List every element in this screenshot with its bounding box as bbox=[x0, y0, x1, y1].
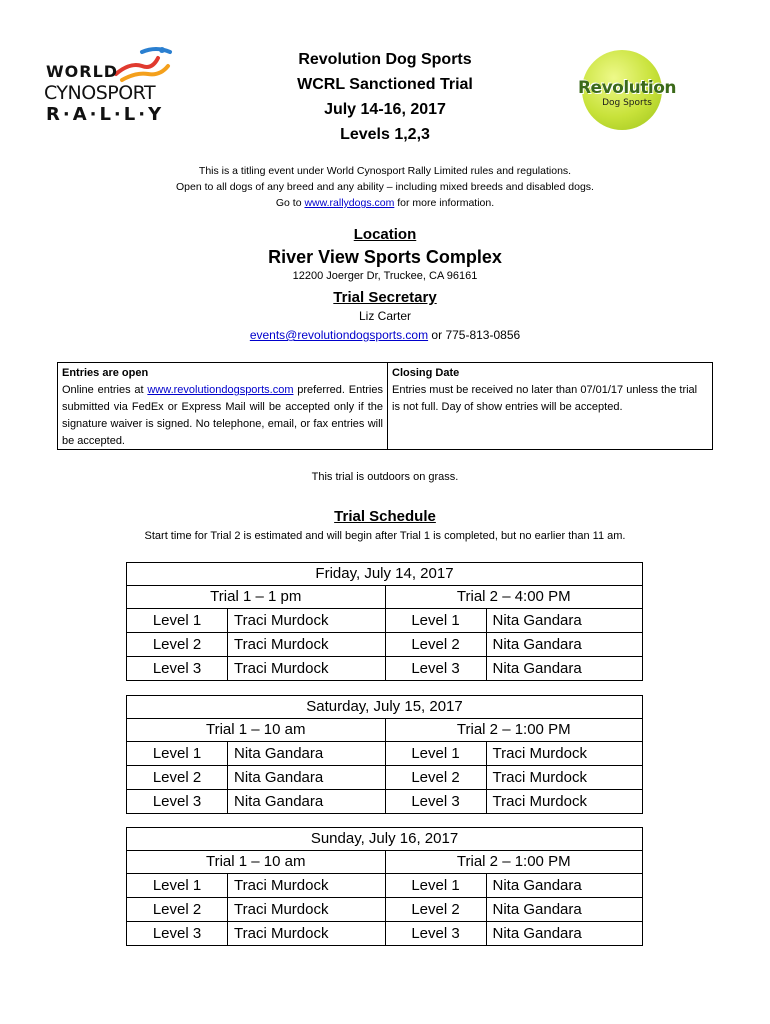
entries-open-text bbox=[62, 382, 383, 450]
trial-label: Trial 2 – 1:00 PM bbox=[386, 719, 643, 742]
intro-line: Open to all dogs of any breed and any ability – including mixed breeds and disabled dogs. bbox=[176, 181, 594, 193]
level-cell: Level 1 bbox=[386, 874, 487, 897]
judge-cell: Nita Gandara bbox=[492, 660, 582, 677]
secretary-contact bbox=[0, 328, 770, 342]
closing-date-text: Entries must be received no later than 07/01/17 unless the trial is not full. Day of show entries will be accepted. bbox=[392, 384, 698, 413]
trial-label: Trial 2 – 1:00 PM bbox=[386, 851, 643, 874]
level-cell: Level 1 bbox=[386, 609, 487, 632]
table-row bbox=[386, 789, 643, 813]
table-row bbox=[386, 874, 643, 897]
judge-cell: Nita Gandara bbox=[234, 793, 324, 810]
location-heading: Location bbox=[353, 226, 417, 243]
judge-cell: Nita Gandara bbox=[492, 877, 582, 894]
title-dates: July 14-16, 2017 bbox=[324, 101, 446, 118]
title-levels: Levels 1,2,3 bbox=[340, 126, 430, 143]
judge-cell: Nita Gandara bbox=[492, 612, 582, 629]
table-row bbox=[127, 921, 385, 945]
venue-address: 12200 Joerger Dr, Truckee, CA 96161 bbox=[292, 270, 478, 282]
table-row bbox=[386, 656, 643, 680]
trial-label: Trial 1 – 10 am bbox=[127, 851, 385, 874]
table-row bbox=[127, 609, 385, 632]
table-row bbox=[127, 742, 385, 765]
level-cell: Level 2 bbox=[127, 898, 228, 921]
level-cell: Level 3 bbox=[386, 922, 487, 945]
schedule-table-sunday bbox=[126, 827, 643, 946]
trial-column bbox=[127, 851, 385, 945]
table-row bbox=[386, 609, 643, 632]
venue-name: River View Sports Complex bbox=[268, 247, 502, 267]
table-row bbox=[127, 789, 385, 813]
judge-cell: Nita Gandara bbox=[234, 769, 324, 786]
level-cell: Level 1 bbox=[127, 742, 228, 765]
logo-word-revolution: Revolution bbox=[577, 78, 677, 98]
level-cell: Level 2 bbox=[386, 766, 487, 789]
outdoors-note: This trial is outdoors on grass. bbox=[311, 471, 459, 483]
secretary-phone: 775-813-0856 bbox=[445, 328, 521, 342]
trial-column bbox=[385, 719, 643, 813]
table-row bbox=[386, 921, 643, 945]
title-organizer: Revolution Dog Sports bbox=[298, 51, 472, 68]
level-cell: Level 1 bbox=[386, 742, 487, 765]
level-cell: Level 3 bbox=[386, 790, 487, 813]
table-row bbox=[386, 765, 643, 789]
secretary-heading: Trial Secretary bbox=[333, 289, 437, 306]
schedule-table-saturday bbox=[126, 695, 643, 814]
schedule-heading: Trial Schedule bbox=[334, 508, 436, 525]
judge-cell: Traci Murdock bbox=[234, 612, 329, 629]
schedule-note: Start time for Trial 2 is estimated and will begin after Trial 1 is completed, but no earlier than 11 am. bbox=[144, 530, 626, 542]
entries-open-column bbox=[58, 363, 388, 449]
intro-line: This is a titling event under World Cynosport Rally Limited rules and regulations. bbox=[198, 165, 572, 177]
judge-cell: Traci Murdock bbox=[492, 769, 587, 786]
revolution-website-link[interactable]: www.revolutiondogsports.com bbox=[147, 384, 294, 396]
trial-label: Trial 1 – 1 pm bbox=[127, 586, 385, 609]
level-cell: Level 3 bbox=[127, 922, 228, 945]
contact-separator: or bbox=[428, 328, 446, 342]
logo-word-cynosport: CYNOSPORT bbox=[44, 82, 156, 104]
day-date: Friday, July 14, 2017 bbox=[127, 563, 642, 586]
judge-cell: Nita Gandara bbox=[234, 745, 324, 762]
level-cell: Level 2 bbox=[386, 898, 487, 921]
judge-cell: Nita Gandara bbox=[492, 901, 582, 918]
judge-cell: Traci Murdock bbox=[234, 636, 329, 653]
judge-cell: Traci Murdock bbox=[234, 925, 329, 942]
level-cell: Level 1 bbox=[127, 609, 228, 632]
table-row bbox=[127, 656, 385, 680]
table-row bbox=[127, 632, 385, 656]
entries-info-box bbox=[57, 362, 713, 450]
secretary-email-link[interactable]: events@revolutiondogsports.com bbox=[249, 328, 429, 342]
secretary-name: Liz Carter bbox=[358, 309, 411, 323]
entries-open-heading: Entries are open bbox=[62, 367, 149, 379]
trial-column bbox=[385, 851, 643, 945]
table-row bbox=[386, 632, 643, 656]
trial-column bbox=[127, 719, 385, 813]
entries-text-fragment: preferred. Entries submitted via FedEx or Express Mail will be accepted only if the signature waiver is signed. No telephone, email, or fax entries will be accepted. bbox=[62, 384, 383, 447]
table-row bbox=[127, 874, 385, 897]
logo-word-world: WORLD bbox=[46, 62, 119, 81]
logo-word-rally: R·A·L·L·Y bbox=[46, 104, 165, 125]
judge-cell: Nita Gandara bbox=[492, 925, 582, 942]
judge-cell: Traci Murdock bbox=[234, 877, 329, 894]
level-cell: Level 1 bbox=[127, 874, 228, 897]
schedule-table-friday bbox=[126, 562, 643, 681]
table-row bbox=[127, 897, 385, 921]
closing-date-column bbox=[388, 363, 712, 449]
trial-column bbox=[127, 586, 385, 680]
intro-text-fragment: Go to bbox=[275, 197, 305, 209]
level-cell: Level 3 bbox=[386, 657, 487, 680]
table-row bbox=[386, 897, 643, 921]
judge-cell: Nita Gandara bbox=[492, 636, 582, 653]
level-cell: Level 2 bbox=[127, 633, 228, 656]
judge-cell: Traci Murdock bbox=[234, 901, 329, 918]
trial-column bbox=[385, 586, 643, 680]
table-row bbox=[386, 742, 643, 765]
closing-date-heading: Closing Date bbox=[392, 367, 460, 379]
trial-label: Trial 1 – 10 am bbox=[127, 719, 385, 742]
page-title bbox=[0, 47, 770, 147]
day-date: Sunday, July 16, 2017 bbox=[127, 828, 642, 851]
judge-cell: Traci Murdock bbox=[492, 793, 587, 810]
judge-cell: Traci Murdock bbox=[492, 745, 587, 762]
level-cell: Level 3 bbox=[127, 790, 228, 813]
title-trial-type: WCRL Sanctioned Trial bbox=[297, 76, 473, 93]
judge-cell: Traci Murdock bbox=[234, 660, 329, 677]
intro-line bbox=[0, 195, 770, 211]
level-cell: Level 2 bbox=[386, 633, 487, 656]
logo-word-dog-sports: Dog Sports bbox=[602, 98, 652, 108]
intro-text bbox=[0, 163, 770, 211]
level-cell: Level 2 bbox=[127, 766, 228, 789]
entries-text-fragment: Online entries at bbox=[62, 384, 148, 396]
rallydogs-link[interactable]: www.rallydogs.com bbox=[304, 197, 395, 209]
table-row bbox=[127, 765, 385, 789]
level-cell: Level 3 bbox=[127, 657, 228, 680]
intro-text-fragment: for more information. bbox=[394, 197, 495, 209]
trial-label: Trial 2 – 4:00 PM bbox=[386, 586, 643, 609]
day-date: Saturday, July 15, 2017 bbox=[127, 696, 642, 719]
